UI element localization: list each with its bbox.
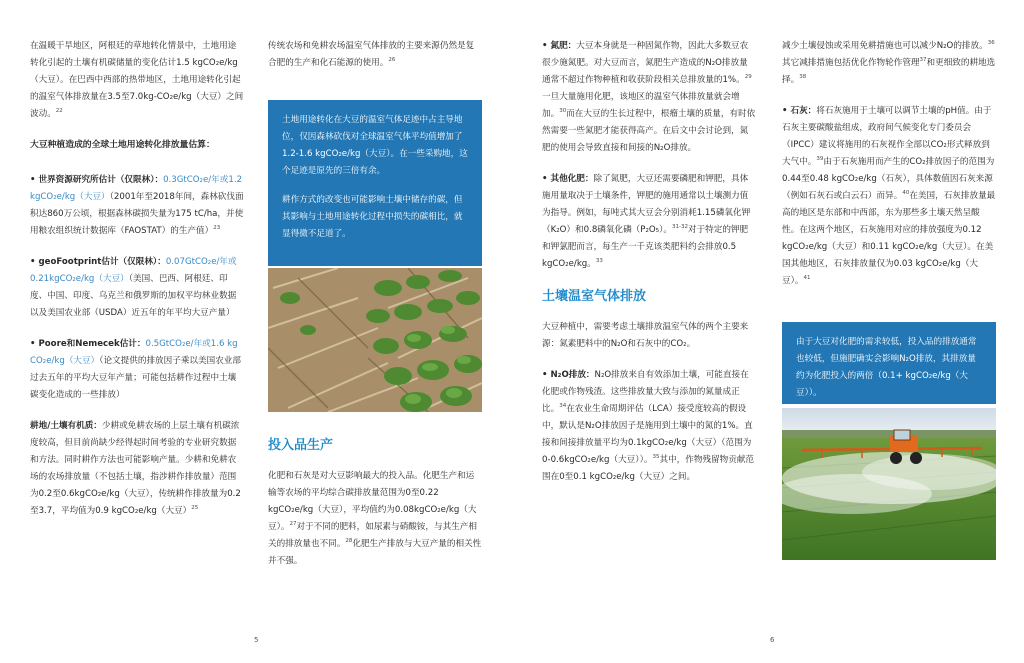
bullet-text: 由于石灰施用而产生的CO₂排放因子的范围为0.44至0.48 kgCO₂e/kg（石灰），具体数值因石灰来源（例如石灰石或白云石）而异。 xyxy=(782,157,995,201)
paragraph-text: 少耕或免耕农场的上层土壤有机碳浓度较高，但目前尚缺少经得起时间考验的专业研究数据和方法。同时耕作方法也可能影响产量。少耕和免耕农场的农场排放量（不包括土壤，指涉耕作排放量）范围为0.2至0.6kgCO₂e/kg（大豆），传统耕作排放量为0.2至3.7，平均值为0.9 kgCO₂e/kg（大豆） xyxy=(30,421,241,516)
footnote-ref: 39 xyxy=(816,156,824,163)
soybean-field-photo xyxy=(268,268,482,412)
bullet-text: （2001年至2018年间，森林砍伐面积达860万公顷，根据森林碳损失量为175 tC/ha，并使用粮农组织统计数据库（FAOSTAT）的生产值） xyxy=(30,192,244,236)
bullet-text: （美国、巴西、阿根廷、印度、中国、印度、乌克兰和俄罗斯的加权平均林业数据以及美国农业部（USDA）近五年的年平均大豆产量） xyxy=(30,274,237,318)
bullet-item xyxy=(30,172,244,240)
bullet-text: （论文提供的排放因子乘以美国农业部过去五年的平均大豆年产量；可能包括耕作过程中土壤碳变化造成的一些排放） xyxy=(30,356,241,400)
footnote-ref: 35 xyxy=(652,454,660,461)
footnote-ref: 40 xyxy=(902,190,910,197)
bullet-label: • 其他化肥： xyxy=(542,174,594,184)
footnote-ref: 36 xyxy=(987,40,995,47)
bullet-text: 在美国，石灰排放量最高的地区是东部和中西部，东为那些多土壤天然呈酸性。在这两个地区，石灰施用对应的排放强度为0.12 kgCO₂e/kg（大豆）和0.11 kgCO₂e/kg（大豆）。在美国其他地区，石灰排放量仅为0.03 kgCO₂e/kg（大豆）。 xyxy=(782,191,996,286)
bullet-item xyxy=(782,103,996,290)
bullet-text: 除了氮肥，大豆还需要磷肥和钾肥，具体施用量取决于土壤条件，钾肥的施用通常以土壤测力值为指导。例如，每吨式其大豆会分别消耗1.15磷氧化钾（K₂O）和0.8磷氧化磷（P₂O₅）。 xyxy=(542,174,751,235)
footnote-ref: 37 xyxy=(919,57,927,64)
left-column-2-lower xyxy=(268,432,482,584)
left-column-1 xyxy=(30,38,244,534)
bullet-label: • Poore和Nemecek估计： xyxy=(30,339,146,349)
footnote-ref: 27 xyxy=(289,521,297,528)
footnote-ref: 38 xyxy=(799,74,807,81)
paragraph xyxy=(268,38,482,72)
bullet-text: 将石灰施用于土壤可以调节土壤的pH值。由于石灰主要碳酸盐组成，政府间气候变化专门委员会（IPCC）建议将施用的石灰视作全部以CO₂形式释放到大气中。 xyxy=(782,106,992,167)
bullet-value: 0.5GtCO₂e/年或1.6 kg CO₂e/kg（大豆） xyxy=(30,339,238,366)
paragraph xyxy=(542,319,756,353)
bullet-item xyxy=(30,254,244,322)
right-page xyxy=(512,0,1024,663)
paragraph-text: 对于不同的肥料，如尿素与硝酸铵，与其生产相关的排放量也不同。 xyxy=(268,522,477,549)
bullet-text: 而在大豆的生长过程中，根瘤土壤的质量，有时依然需要一些氮肥才能获得高产。在后文中会讨论到，氮肥的使用会导致直接和间接的N₂O排放。 xyxy=(542,109,756,153)
page-number: 6 xyxy=(770,636,775,644)
footnote-ref: 41 xyxy=(803,275,811,282)
bullet-label: • N₂O排放： xyxy=(542,370,595,380)
paragraph-text: 大豆种植中，需要考虑土壤排放温室气体的两个主要来源：氮素肥料中的N₂O和石灰中的CO₂。 xyxy=(542,322,749,349)
bullet-item xyxy=(542,171,756,273)
paragraph-label: 耕地/土壤有机质： xyxy=(30,421,102,431)
bullet-value: 0.07GtCO₂e/年或0.21kgCO₂e/kg（大豆） xyxy=(30,257,237,284)
right-column-2 xyxy=(782,38,996,304)
bullet-text: 在农业生命周期评估（LCA）接受度较高的假设中，默认是N₂O排放因子是施用到土壤中的氮的1%。直接和间接排放量平均为0.1kgCO₂e/kg（大豆）（范围为0-0.6kgCO₂e/kg（大豆））。 xyxy=(542,404,753,465)
paragraph-text: 化肥生产排放与大豆产量的相关性并不强。 xyxy=(268,539,482,566)
right-column-1 xyxy=(542,38,756,500)
paragraph-text: 传统农场和免耕农场温室气体排放的主要来源仍然是复合肥的生产和化石能源的使用。 xyxy=(268,41,475,68)
footnote-ref: 26 xyxy=(388,57,396,64)
callout-text: 耕作方式的改变也可能影响土壤中储存的碳，但其影响与土地用途转化过程中损失的碳相比，就显得微不足道了。 xyxy=(282,195,463,239)
bullet-text: 大豆本身就是一种固氮作物，因此大多数豆农很少施氮肥。对大豆而言，氮肥生产造成的N₂O排放量通常不超过作物种植和收获阶段相关总排放量的1%。 xyxy=(542,41,749,85)
bullet-label: • geoFootprint估计（仅限林）： xyxy=(30,257,166,267)
footnote-ref: 33 xyxy=(595,258,603,265)
section-title: 土壤温室气体排放 xyxy=(542,289,647,304)
bullet-text: 一旦大量施用化肥，该地区的温室气体排放量就会增加。 xyxy=(542,92,740,119)
section-heading: 大豆种植造成的全球土地用途转化排放量估算： xyxy=(30,140,215,150)
bullet-item xyxy=(542,367,756,486)
section-title: 投入品生产 xyxy=(268,438,334,453)
paragraph-text: 其它减排措施包括优化作物轮作管理 xyxy=(782,58,920,68)
paragraph-text: 减少土壤侵蚀或采用免耕措施也可以减少N₂O的排放。 xyxy=(782,41,988,51)
footnote-ref: 29 xyxy=(744,74,752,81)
footnote-ref: 30 xyxy=(559,108,567,115)
bullet-label: • 石灰： xyxy=(782,106,817,116)
bullet-text: 其中，作物残留物贡献范围在0至0.1 kgCO₂e/kg（大豆）之间。 xyxy=(542,455,755,482)
callout-box xyxy=(268,100,482,266)
bullet-label: • 世界资源研究所估计（仅限林）： xyxy=(30,175,164,185)
tractor-spraying-photo xyxy=(782,408,996,560)
paragraph xyxy=(782,38,996,89)
soybean-seedlings-image xyxy=(268,268,482,412)
bullet-text: 对于特定的钾肥和钾氯肥而言，每生产一千克该类肥料约会排放0.5 kgCO₂e/kg。 xyxy=(542,225,749,269)
callout-box xyxy=(782,322,996,404)
footnote-ref: 25 xyxy=(191,505,199,512)
paragraph xyxy=(30,418,244,520)
bullet-item xyxy=(542,38,756,157)
footnote-ref: 31-32 xyxy=(672,224,688,231)
bullet-value: 0.3GtCO₂e/年或1.2 kgCO₂e/kg（大豆） xyxy=(30,175,243,202)
paragraph xyxy=(30,38,244,123)
callout-text: 由于大豆对化肥的需求较低，投入品的排放通常也较低，但施肥确实会影响N₂O排放，其排放量约为化肥投入的两倍（0.1+ kgCO₂e/kg（大豆））。 xyxy=(796,337,977,398)
tractor-spraying-field-image xyxy=(782,408,996,560)
callout-text: 土地用途转化在大豆的温室气体足迹中占主导地位，仅因森林砍伐对全球温室气体平均值增加了1.2-1.6 kgCO₂e/kg（大豆）。在一些采购地，这个足迹是原先的三倍有余。 xyxy=(282,115,468,176)
page-number: 5 xyxy=(254,636,259,644)
paragraph-text: 化肥和石灰是对大豆影响最大的投入品。化肥生产和运输等农场的平均综合碳排放量范围为0至0.22 kgCO₂e/kg（大豆），平均值约为0.08kgCO₂e/kg（大豆）。 xyxy=(268,471,477,532)
left-column-2 xyxy=(268,38,482,86)
footnote-ref: 34 xyxy=(559,403,567,410)
footnote-ref: 23 xyxy=(213,225,221,232)
bullet-item xyxy=(30,336,244,404)
bullet-text: N₂O排放来自有效添加土壤，可能直接在化肥或作物残渣。这些排放量大致与添加的氮量成正比。 xyxy=(542,370,749,414)
bullet-label: • 氮肥： xyxy=(542,41,577,51)
footnote-ref: 28 xyxy=(345,538,353,545)
paragraph-text: 和更细致的耕地选择。 xyxy=(782,58,996,85)
paragraph xyxy=(268,468,482,570)
footnote-ref: 22 xyxy=(55,108,63,115)
paragraph-text: 在温暖干旱地区，阿根廷的草地转化情景中，土地用途转化引起的土壤有机碳储量的变化估计1.5 kgCO₂e/kg（大豆）。在巴西中西部的热带地区，土地用途转化引起的温室气体排放量在3.5至7.0kg-CO₂e/kg（大豆）之间波动。 xyxy=(30,41,244,119)
